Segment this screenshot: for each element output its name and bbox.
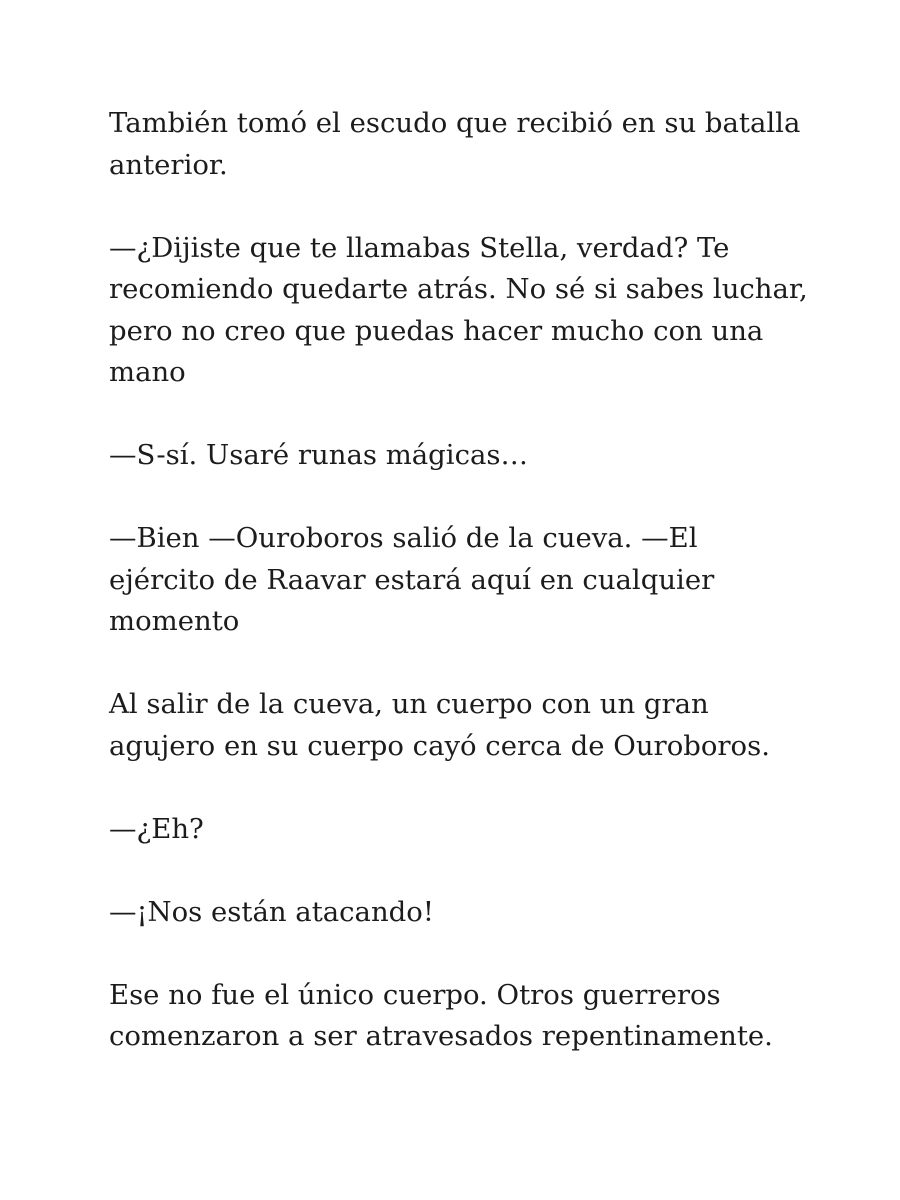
paragraph-7: —¡Nos están atacando! xyxy=(109,895,434,928)
paragraph-1: También tomó el escudo que recibió en su batalla anterior. xyxy=(109,107,801,181)
paragraph-3: —S-sí. Usaré runas mágicas… xyxy=(109,439,528,471)
paragraph-4: —Bien —Ouroboros salió de la cueva. —El ejército de Raavar estará aquí en cualquier momento xyxy=(109,522,715,637)
story-text xyxy=(109,103,809,1058)
paragraph-2: —¿Dijiste que te llamabas Stella, verdad? Te recomiendo quedarte atrás. No sé si sabes luchar, pero no creo que puedas hacer mucho con una mano xyxy=(109,231,808,388)
paragraph-5: Al salir de la cueva, un cuerpo con un gran agujero en su cuerpo cayó cerca de Ouroboros. xyxy=(109,688,770,762)
paragraph-8: Ese no fue el único cuerpo. Otros guerreros comenzaron a ser atravesados repentinamente. xyxy=(109,978,773,1052)
paragraph-6: —¿Eh? xyxy=(109,812,204,845)
